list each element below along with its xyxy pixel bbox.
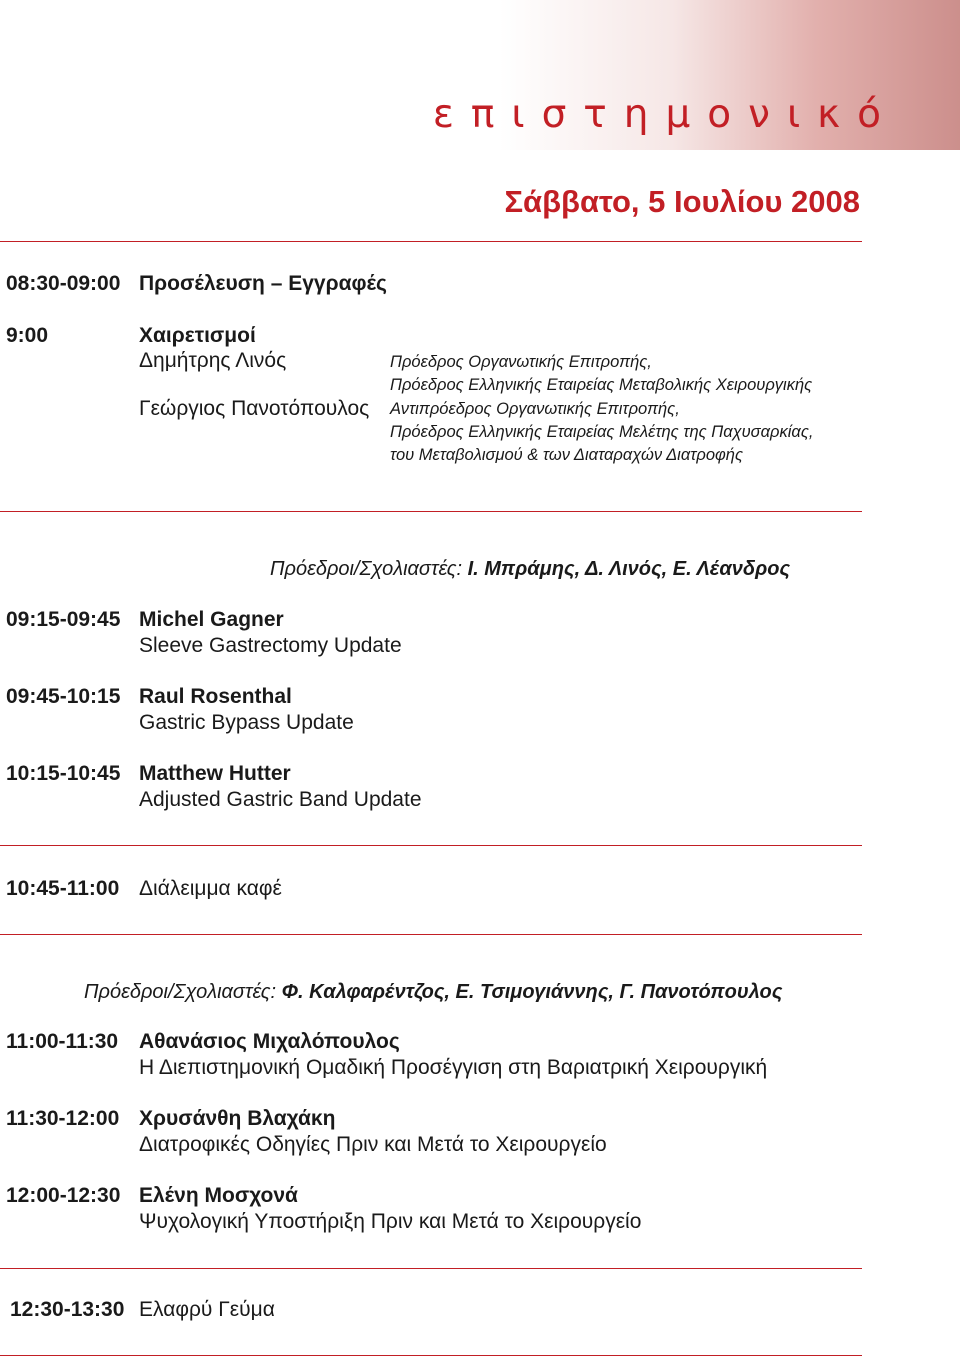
divider	[0, 1268, 862, 1269]
talk-speaker: Αθανάσιος Μιχαλόπουλος	[139, 1030, 400, 1053]
welcome-speaker-name: Γεώργιος Πανοτόπουλος	[139, 397, 370, 420]
talk-time: 11:30-12:00	[6, 1107, 120, 1130]
chairs-label: Πρόεδροι/Σχολιαστές:	[270, 558, 463, 580]
talk-speaker: Χρυσάνθη Βλαχάκη	[139, 1107, 336, 1130]
talk-speaker: Ελένη Μοσχονά	[139, 1184, 298, 1207]
talk-time: 09:45-10:15	[6, 685, 121, 708]
talk-time: 12:00-12:30	[6, 1184, 121, 1207]
talk-title: Η Διεπιστημονική Ομαδική Προσέγγιση στη Βαριατρική Χειρουργική	[139, 1056, 768, 1079]
chairs-label: Πρόεδροι/Σχολιαστές:	[84, 981, 277, 1003]
lunch-label: Ελαφρύ Γεύμα	[139, 1298, 275, 1321]
session-chairs	[84, 981, 782, 1004]
divider	[0, 934, 862, 935]
welcome-speaker-role: Πρόεδρος Ελληνικής Εταιρείας Μελέτης της Παχυσαρκίας,	[390, 423, 814, 441]
break-label: Διάλειμμα καφέ	[139, 877, 282, 900]
welcome-speaker-role: Αντιπρόεδρος Οργανωτικής Επιτροπής,	[390, 400, 680, 418]
section-heading: επιστημονικό	[432, 92, 898, 137]
welcome-time: 9:00	[6, 324, 49, 347]
talk-title: Adjusted Gastric Band Update	[139, 788, 422, 811]
talk-speaker: Matthew Hutter	[139, 762, 291, 785]
registration-time: 08:30-09:00	[6, 272, 121, 295]
lunch-time: 12:30-13:30	[10, 1298, 125, 1321]
talk-title: Ψυχολογική Υποστήριξη Πριν και Μετά το Χειρουργείο	[139, 1210, 642, 1233]
break-time: 10:45-11:00	[6, 877, 120, 900]
welcome-label: Χαιρετισμοί	[139, 324, 256, 347]
welcome-speaker-role: Πρόεδρος Οργανωτικής Επιτροπής,	[390, 353, 652, 371]
registration-label: Προσέλευση – Εγγραφές	[139, 272, 387, 295]
talk-title: Gastric Bypass Update	[139, 711, 354, 734]
session-chairs	[270, 558, 790, 581]
talk-speaker: Michel Gagner	[139, 608, 284, 631]
divider	[0, 511, 862, 512]
chairs-names: Ι. Μπράμης, Δ. Λινός, Ε. Λέανδρος	[467, 558, 791, 580]
divider	[0, 1355, 862, 1356]
talk-title: Διατροφικές Οδηγίες Πριν και Μετά το Χειρουργείο	[139, 1133, 607, 1156]
talk-time: 11:00-11:30	[6, 1030, 119, 1053]
talk-speaker: Raul Rosenthal	[139, 685, 292, 708]
program-date: Σάββατο, 5 Ιουλίου 2008	[504, 184, 860, 219]
divider	[0, 241, 862, 242]
talk-title: Sleeve Gastrectomy Update	[139, 634, 402, 657]
welcome-speaker-name: Δημήτρης Λινός	[139, 349, 287, 372]
chairs-names: Φ. Καλφαρέντζος, Ε. Τσιμογιάννης, Γ. Πανοτόπουλος	[281, 981, 783, 1003]
divider	[0, 845, 862, 846]
welcome-speaker-role: του Μεταβολισμού & των Διαταραχών Διατροφής	[390, 446, 743, 464]
welcome-speaker-role: Πρόεδρος Ελληνικής Εταιρείας Μεταβολικής Χειρουργικής	[390, 376, 813, 394]
talk-time: 09:15-09:45	[6, 608, 121, 631]
talk-time: 10:15-10:45	[6, 762, 121, 785]
